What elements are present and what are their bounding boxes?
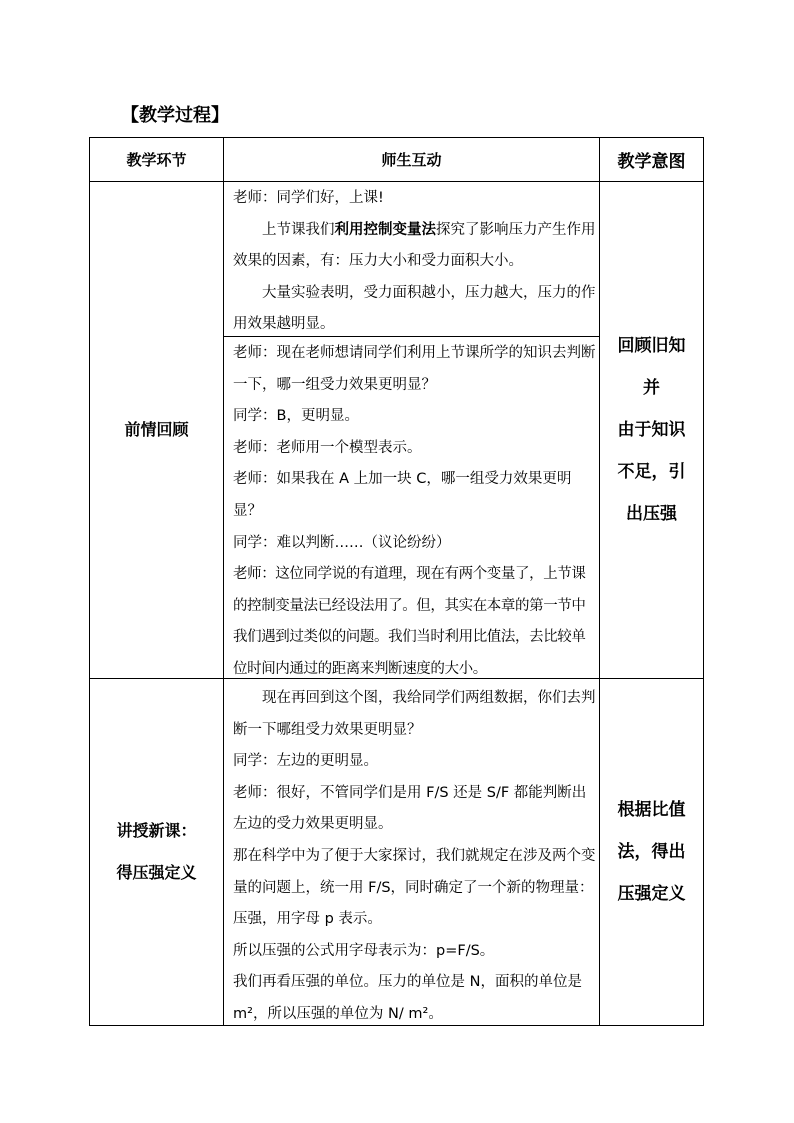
intent-review-text — [618, 325, 686, 535]
stage-line: 得压强定义 — [116, 863, 197, 882]
text-run-bold: 利用 — [334, 221, 364, 238]
intent-review — [600, 182, 703, 678]
text-run: 上节课我们 — [262, 221, 335, 238]
intent-line: 并 — [643, 378, 660, 398]
intent-line: 不足，引 — [617, 462, 686, 482]
dialogue-paragraph: 大量实验表明，受力面积越小，压力越大，压力的作用效果越明显。 — [233, 284, 596, 333]
header-stage: 教学环节 — [126, 151, 187, 169]
intent-new-lesson — [600, 679, 703, 1025]
dialogue-line: 同学：B，更明显。 — [233, 408, 359, 425]
text-run-bold: 控制变量法 — [363, 221, 436, 238]
dialogue-line: 老师：这位同学说的有道理，现在有两个变量了，上节课的控制变量法已经设法用了。但，其实在本章的第一节中我们遇到过类似的问题。我们当时利用比值法，去比较单位时间内通过的距离来判断速度的大小。 — [233, 566, 586, 677]
dialogue-line: 同学：难以判断……（议论纷纷） — [233, 534, 451, 551]
text-run: 探究了影响压力产生作用效果的因素，有：压力大小和受力面积大小。 — [233, 221, 596, 270]
column-divider-1 — [223, 138, 224, 1025]
header-interaction: 师生互动 — [381, 151, 442, 169]
intent-new-lesson-text — [618, 789, 686, 915]
dialogue-line: 我们再看压强的单位。压力的单位是 N，面积的单位是 m²，所以压强的单位为 N/ m²。 — [233, 974, 582, 1022]
intent-line: 法，得出 — [617, 842, 686, 862]
review-dialogue-block-1 — [227, 183, 602, 333]
dialogue-paragraph — [233, 215, 598, 278]
dialogue-line: 那在科学中为了便于大家探讨，我们就规定在涉及两个变量的问题上，统一用 F/S，同时确定了一个新的物理量：压强，用字母 p 表示。 — [233, 847, 596, 928]
review-dialogue-block-2 — [227, 338, 602, 676]
header-intent: 教学意图 — [617, 152, 686, 172]
dialogue-line: 老师：如果我在 A 上加一块 C，哪一组受力效果更明显？ — [233, 471, 572, 519]
stage-new-lesson-label — [116, 810, 196, 894]
section-heading: 【教学过程】 — [121, 105, 229, 126]
dialogue-line: 老师：老师用一个模型表示。 — [233, 439, 422, 456]
stage-review — [90, 182, 223, 678]
dialogue-line: 老师：现在老师想请同学们利用上节课所学的知识去判断一下，哪一组受力效果更明显？ — [233, 345, 596, 393]
new-lesson-dialogue — [227, 683, 602, 1023]
dialogue-line: 老师：很好，不管同学们是用 F/S 还是 S/F 都能判断出左边的受力效果更明显。 — [233, 784, 587, 833]
stage-new-lesson — [90, 679, 223, 1025]
dialogue-line: 同学：左边的更明显。 — [233, 753, 378, 770]
dialogue-line: 所以压强的公式用字母表示为：p=F/S。 — [233, 942, 495, 959]
intent-line: 回顾旧知 — [617, 336, 686, 356]
dialogue-line: 老师：同学们好，上课! — [233, 190, 384, 206]
lesson-process-table — [89, 137, 704, 1026]
intent-line: 根据比值 — [617, 800, 686, 820]
dialogue-paragraph: 现在再回到这个图，我给同学们两组数据，你们去判断一下哪组受力效果更明显？ — [233, 690, 596, 738]
stage-review-label: 前情回顾 — [124, 420, 189, 439]
intent-line: 出压强 — [626, 504, 677, 524]
intent-line: 由于知识 — [617, 420, 686, 440]
intent-line: 压强定义 — [617, 884, 686, 904]
stage-line: 讲授新课： — [116, 821, 197, 840]
